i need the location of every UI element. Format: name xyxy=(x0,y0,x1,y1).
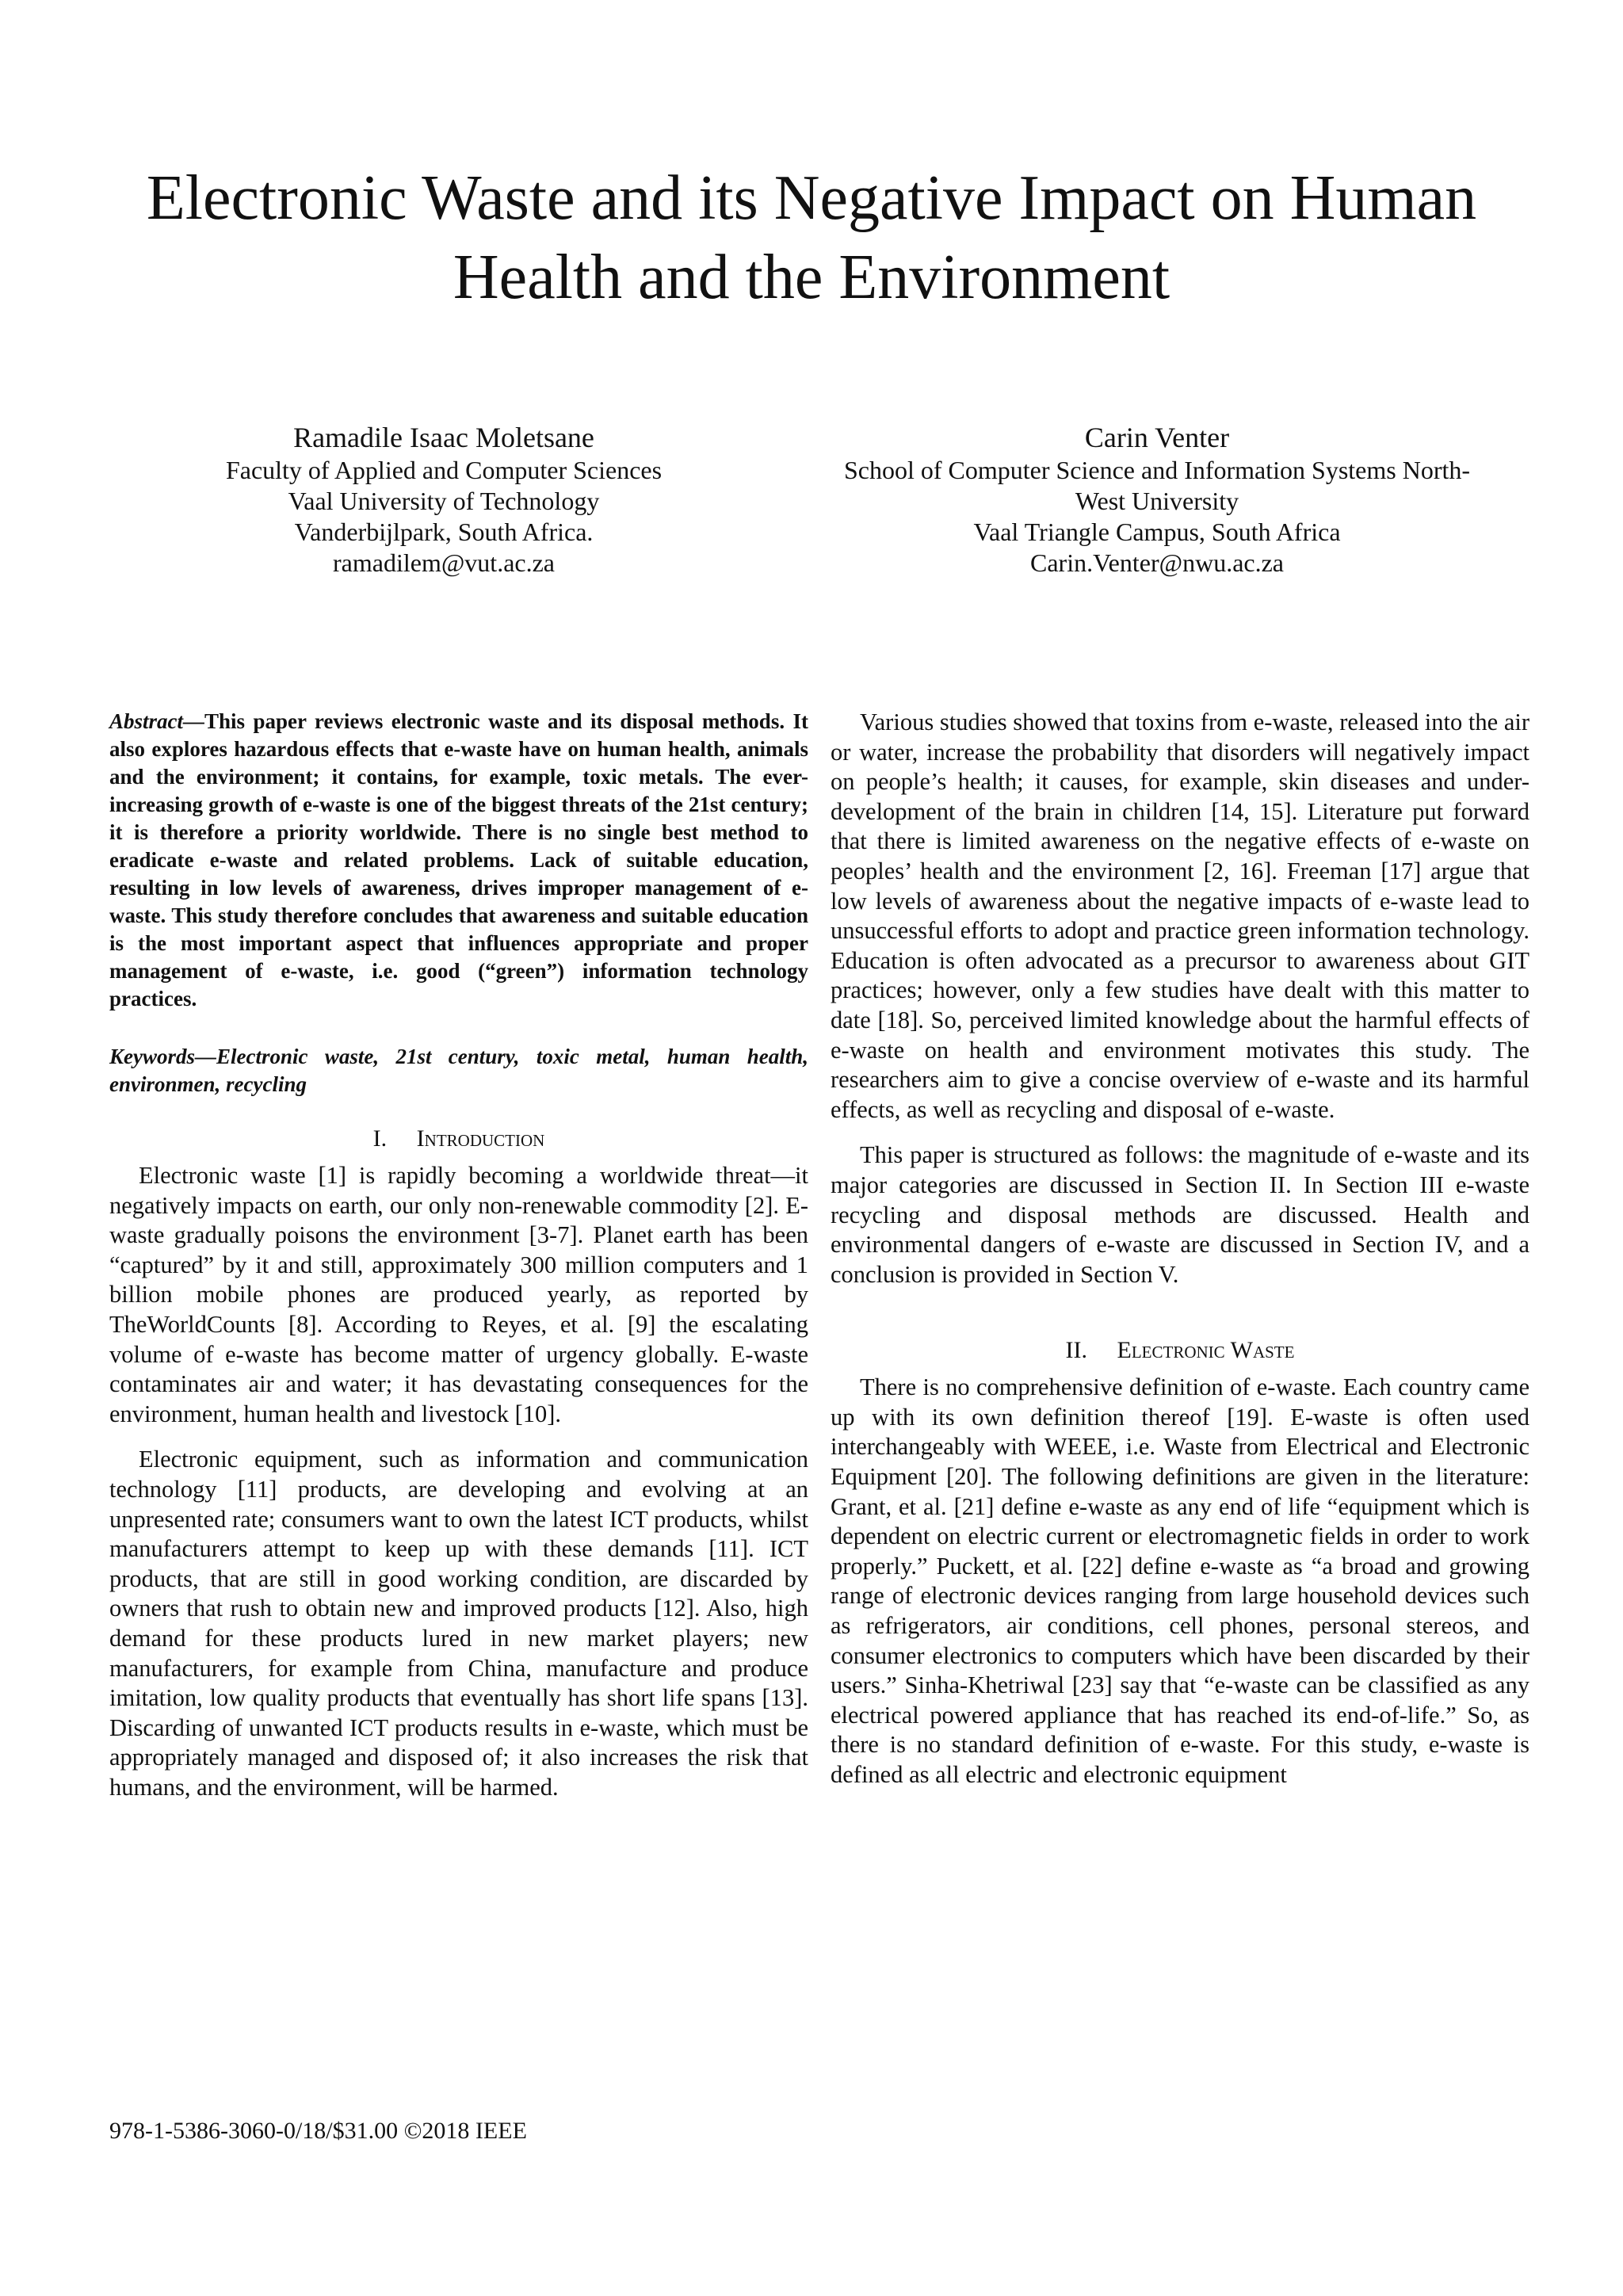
abstract-label: Abstract— xyxy=(109,709,205,733)
keywords xyxy=(109,1043,808,1098)
right-column xyxy=(831,708,1529,1790)
section-title: Introduction xyxy=(416,1125,545,1152)
author-email: ramadilem@vut.ac.za xyxy=(333,548,555,577)
author-affiliation: Vaal University of Technology xyxy=(288,487,600,515)
keywords-text: Electronic waste, 21st century, toxic metal, human health, environmen, recycling xyxy=(109,1045,808,1096)
author-name: Carin Venter xyxy=(1084,422,1230,453)
author-affiliation: School of Computer Science and Information Systems North- xyxy=(843,456,1471,484)
abstract xyxy=(109,708,808,1013)
section-heading-electronic-waste xyxy=(831,1335,1529,1365)
body-paragraph: Electronic waste [1] is rapidly becoming a worldwide threat—it negatively impacts on earth, our only non-renewable commodity [2]. E-waste gradually poisons the environment [3-7]. Planet earth has been “captured” by it and still, approximately 300 million computers and 1 billion mobile phones are produced yearly, as reported by TheWorldCounts [8]. According to Reyes, et al. [9] the escalating volume of e-waste has become matter of urgency globally. E-waste contaminates air and water; it has devastating consequences for the environment, human health and livestock [10]. xyxy=(109,1162,808,1427)
body-paragraph: Electronic equipment, such as information and communication technology [11] products, are developing and evolving at an unpresented rate; consumers want to own the latest ICT products, whilst manufacturers attempt to keep up with these demands [11]. ICT products, that are still in good working condition, are discarded by owners that rush to obtain new and improved products [12]. Also, high demand for these products lured in new market players; new manufacturers, for example from China, manufacture and produce imitation, low quality products that eventually has short life spans [13]. Discarding of unwanted ICT products results in e-waste, which must be appropriately managed and disposed of; it also increases the risk that humans, and the environment, will be harmed. xyxy=(109,1446,808,1801)
abstract-text: This paper reviews electronic waste and its disposal methods. It also explores hazardous effects that e-waste have on human health, animals and the environment; it contains, for example, toxic metals. The ever-increasing growth of e-waste is one of the biggest threats of the 21st century; it is therefore a priority worldwide. There is no single best method to eradicate e-waste and related problems. Lack of suitable education, resulting in low levels of awareness, drives improper management of e-waste. This study therefore concludes that awareness and suitable education is the most important aspect that influences appropriate and proper management of e-waste, i.e. good (“green”) information technology practices. xyxy=(109,709,808,1010)
section-heading-introduction xyxy=(109,1124,808,1153)
copyright-footer: 978-1-5386-3060-0/18/$31.00 ©2018 IEEE xyxy=(109,2118,527,2144)
author-affiliation: Vaal Triangle Campus, South Africa xyxy=(973,518,1341,546)
body-paragraph: Various studies showed that toxins from e-waste, released into the air or water, increase the probability that disorders will negatively impact on people’s health; it causes, for example, skin diseases and under-development of the brain in children [14, 15]. Literature put forward that there is limited awareness on the negative effects of e-waste on peoples’ health and the environment [2, 16]. Freeman [17] argue that low levels of awareness about the negative impacts of e-waste lead to unsuccessful efforts to adopt and practice green information technology. Education is often advocated as a precursor to awareness about GIT practices; however, only a few studies have dealt with this matter to date [18]. So, perceived limited knowledge about the harmful effects of e-waste on health and environment motivates this study. The researchers aim to give a concise overview of e-waste and its harmful effects, as well as recycling and disposal of e-waste. xyxy=(831,709,1529,1123)
author-email: Carin.Venter@nwu.ac.za xyxy=(1030,548,1284,577)
author-name: Ramadile Isaac Moletsane xyxy=(293,422,594,453)
author-affiliation: Faculty of Applied and Computer Sciences xyxy=(225,456,663,484)
section-numeral: I. xyxy=(372,1125,388,1152)
section-numeral: II. xyxy=(1065,1337,1088,1364)
keywords-label: Keywords— xyxy=(109,1045,216,1068)
author-affiliation: West University xyxy=(1075,487,1239,515)
author-affiliation: Vanderbijlpark, South Africa. xyxy=(294,518,594,546)
paper-title: Electronic Waste and its Negative Impact on Human Health and the Environment xyxy=(146,163,1477,312)
author-block-1 xyxy=(87,420,800,579)
left-column xyxy=(109,708,808,1802)
section-title: Electronic Waste xyxy=(1117,1337,1295,1364)
author-block-2 xyxy=(800,420,1514,579)
body-paragraph: This paper is structured as follows: the magnitude of e-waste and its major categories are discussed in Section II. In Section III e-waste recycling and disposal methods are discussed. Health and environmental dangers of e-waste are discussed in Section IV, and a conclusion is provided in Section V. xyxy=(831,1141,1529,1288)
body-paragraph: There is no comprehensive definition of e-waste. Each country came up with its own definition thereof [19]. E-waste is often used interchangeably with WEEE, i.e. Waste from Electrical and Electronic Equipment [20]. The following definitions are given in the literature: Grant, et al. [21] define e-waste as any end of life “equipment which is dependent on electric current or electromagnetic fields in order to work properly.” Puckett, et al. [22] define e-waste as “a broad and growing range of electronic devices ranging from large household devices such as refrigerators, air conditions, cell phones, personal stereos, and consumer electronics to computers which have been discarded by their users.” Sinha-Khetriwal [23] say that “e-waste can be classified as any electrical powered appliance that has reached its end-of-life.” So, as there is no standard definition of e-waste. For this study, e-waste is defined as all electric and electronic equipment xyxy=(831,1373,1529,1788)
